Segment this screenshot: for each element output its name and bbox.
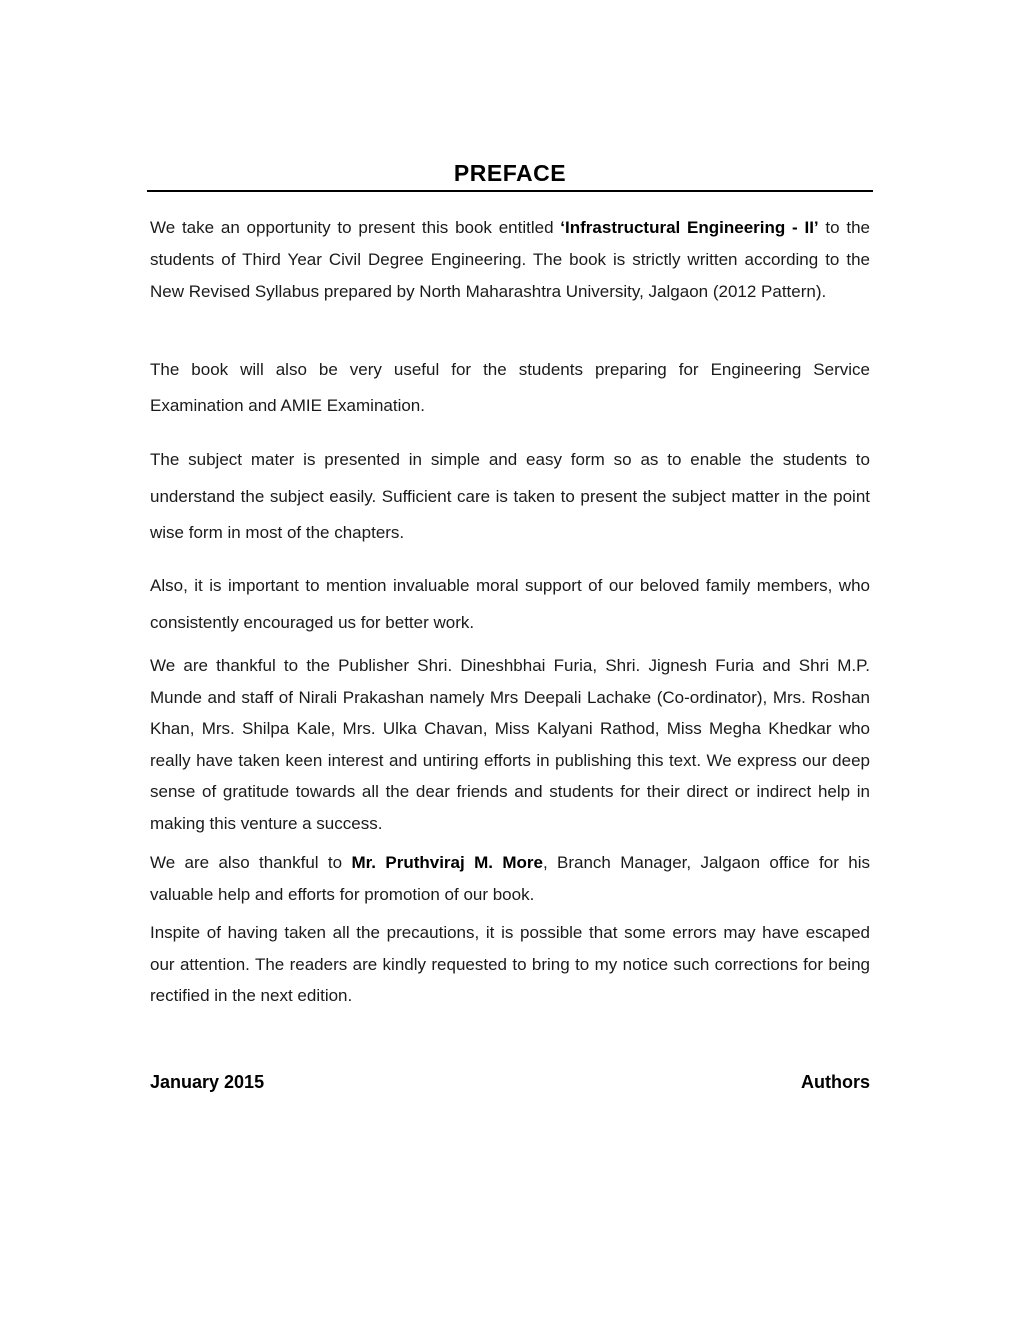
paragraph-family-support: Also, it is important to mention invaluable moral support of our beloved family members, who consistently encouraged us for better work.: [150, 576, 870, 632]
signoff-row: [150, 1072, 870, 1093]
signoff-date: January 2015: [150, 1072, 265, 1092]
signoff-authors: Authors: [801, 1072, 870, 1092]
paragraph-introduction: [150, 212, 870, 308]
paragraph-introduction-text-end: to the students of Third Year Civil Degree Engineering. The book is strictly written according to the New Revised Syllabus prepared by North Maharashtra University, Jalgaon (2012 Pattern).: [150, 218, 870, 301]
paragraph-publisher-thanks: We are thankful to the Publisher Shri. Dineshbhai Furia, Shri. Jignesh Furia and Shri M.P. Munde and staff of Nirali Prakashan namely Mrs Deepali Lachake (Co-ordinator), Mrs. Roshan Khan, Mrs. Shilpa Kale, Mrs. Ulka Chavan, Miss Kalyani Rathod, Miss Megha Khedkar who really have taken keen interest and untiring efforts in publishing this text. We express our deep sense of gratitude towards all the dear friends and students for their direct or indirect help in making this venture a success.: [150, 656, 870, 833]
paragraph-branch-manager-text-start: We are also thankful to: [150, 853, 352, 872]
book-title: ‘Infrastructural Engineering - II’: [560, 218, 819, 237]
paragraph-branch-manager-text-end: , Branch Manager, Jalgaon office for his valuable help and efforts for promotion of our book.: [150, 853, 870, 904]
page-title: PREFACE: [453, 160, 567, 186]
paragraph-presentation: The subject mater is presented in simple and easy form so as to enable the students to understand the subject easily. Sufficient care is taken to present the subject matter in the point wise form in most of the chapters.: [150, 450, 870, 542]
paragraph-introduction-text-start: We take an opportunity to present this book entitled: [150, 218, 561, 237]
paragraph-usefulness: The book will also be very useful for the students preparing for Engineering Service Examination and AMIE Examination.: [150, 360, 870, 415]
paragraph-branch-manager-thanks: [150, 847, 870, 910]
paragraph-errata-request: Inspite of having taken all the precautions, it is possible that some errors may have escaped our attention. The readers are kindly requested to bring to my notice such corrections for being rectified in the next edition.: [150, 923, 870, 1006]
branch-manager-name: Mr. Pruthviraj M. More: [351, 853, 543, 872]
title-underline: [147, 190, 873, 192]
